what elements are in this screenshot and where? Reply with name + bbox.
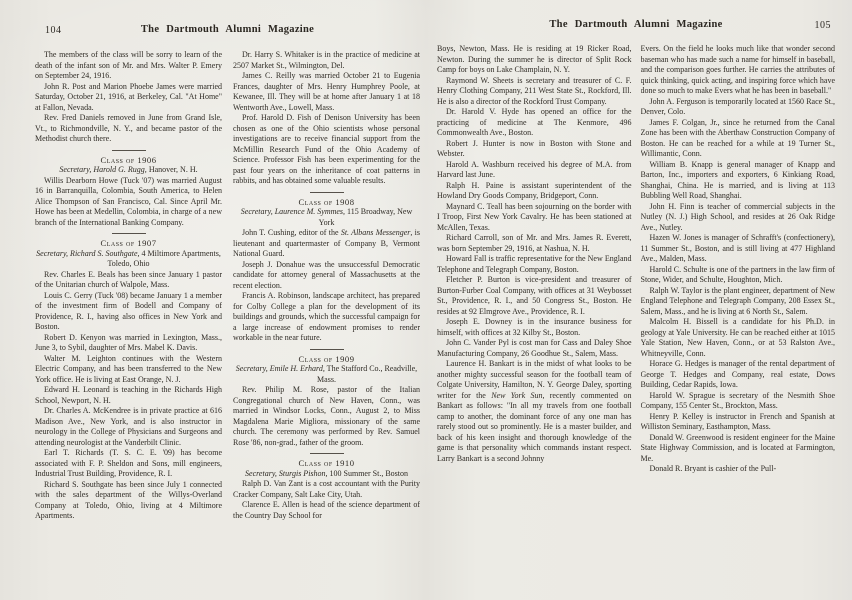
section-rule [310, 349, 344, 350]
page-header-right [437, 19, 835, 35]
body-text: Robert J. Hunter is now in Boston with Stone and Webster. [437, 138, 632, 158]
body-text: Donald R. Bryant is cashier of the Pull- [649, 464, 777, 473]
entry-paragraph [641, 464, 836, 475]
class-heading: Class of 1906 [100, 154, 157, 165]
secretary-line [35, 249, 222, 270]
entry-paragraph [437, 202, 632, 234]
body-text: Evers. On the field he looks much like that wonder second baseman who has made such a name for himself in baseball, and the comparison goes further. He carries the attributes of quick thinking, quick acting, and inspiring force which have done so much to make Evers what he has been in baseball." [640, 44, 835, 95]
body-text: Richard S. Southgate has been since July 1 connected with the sales department of the Willys-Overland Company at Toledo, Ohio, living at 4 Miltimore Apartments. [35, 479, 222, 520]
body-text: Fletcher P. Burton is vice-president and treasurer of Burton-Furber Coal Company, with offices at 31 Weybosset St., Providence, R. I., and 50 Congress St., Boston. He resides at 92 Elmgrove Ave., Providence, R. I. [437, 275, 632, 316]
entry-paragraph [437, 139, 632, 160]
entry-paragraph [35, 448, 222, 480]
body-text: Malcolm H. Bissell is a candidate for his Ph.D. in geology at Yale University. He can be reached either at 1015 Yale Station, New Haven, Conn., or at 53 Ralston Ave., Whitneyville, Conn. [640, 317, 835, 358]
entry-paragraph [233, 291, 420, 344]
entry-paragraph [35, 354, 222, 386]
text-column-1 [35, 50, 222, 595]
body-text: Hanover, N. H. [146, 165, 198, 174]
body-text: Willis Dearborn Howe (Tuck '07) was married August 16 in Barranquilla, Colombia, South America, to Helen Alice Thompson of San Francisco, Cal. Since April Mr. Howe has been at Medellin, Colombia, in charge of a new branch of the International Banking Company. [35, 175, 222, 227]
body-text: Harold A. Washburn received his degree of M.A. from Harvard last June. [437, 159, 632, 179]
secretary-line [35, 165, 222, 176]
body-text: Howard Fall is traffic representative for the New England Telephone and Telegraph Company, Boston. [437, 254, 632, 274]
entry-paragraph [641, 202, 836, 234]
body-text: Horace G. Hedges is manager of the rental department of George T. Hedges and Company, real estate, Dows Building, Cedar Rapids, Iowa. [640, 359, 835, 389]
entry-paragraph [437, 275, 632, 317]
section-rule [310, 453, 344, 454]
entry-paragraph [233, 71, 420, 113]
body-text: Ralph H. Paine is assistant superintendent of the Howland Dry Goods Company, Bridgeport, Conn. [437, 180, 632, 200]
body-text: Laurence H. Bankart is in the midst of what looks to be another mighty successful season for the football team of Colgate University, Hamilton, N. Y. George Daley, sporting writer for the [437, 359, 632, 400]
entry-paragraph [35, 82, 222, 114]
page-header-left [35, 24, 420, 40]
text-column-2 [233, 50, 420, 595]
body-text: Walter M. Leighton continues with the Western Electric Company, and has been transferred to the New York office. He is living at East Orange, N. J. [35, 353, 222, 384]
body-text: 115 Broadway, New York [318, 207, 413, 227]
entry-paragraph [35, 385, 222, 406]
body-text: The members of the class will be sorry to learn of the death of the infant son of Mr. and Mrs. Walter P. Emery on September 24, 1916. [35, 50, 222, 80]
text-column-3 [437, 44, 632, 594]
section-rule [112, 233, 146, 234]
entry-paragraph [437, 317, 632, 338]
running-title: The Dartmouth Alumni Magazine [140, 24, 315, 35]
italic-text: Secretary, Emile H. Erhard, [235, 364, 325, 373]
italic-text: Secretary, Richard S. Southgate, [36, 248, 140, 258]
body-text: Prof. Harold D. Fish of Denison University has been chosen as one of the Ohio scientists whose personal investigations are to receive financial support from the McMillin Research Fund of the Ohio Academy of Science. Professor Fish has been experimenting for the past four years on the inheritance of coat patterns in rabbits, and has obtained some valuable results. [233, 113, 420, 185]
entry-paragraph [437, 44, 632, 76]
body-text: Robert D. Kenyon was married in Lexington, Mass., June 3, to Sybil, daughter of Mrs. Mabel K. Davis. [35, 332, 222, 352]
body-text: , is lieutenant and quartermaster of Company B, Vermont National Guard. [233, 228, 420, 258]
body-text: Ralph D. Van Zant is a cost accountant with the Purity Cracker Company, Salt Lake City, Utah. [233, 479, 420, 499]
entry-paragraph [641, 412, 836, 433]
body-text: Boys, Newton, Mass. He is residing at 19 Ricker Road, Newton. During the summer he is director of Split Rock Camp for boys on Lake Champlain, N. Y. [437, 44, 632, 74]
entry-paragraph [35, 333, 222, 354]
text-columns [437, 44, 835, 594]
body-text: Dr. Harold V. Hyde has opened an office for the practicing of medicine at The Kenmore, 496 Commonwealth Ave., Boston. [437, 107, 632, 137]
entry-paragraph [641, 317, 836, 359]
secretary-line [233, 364, 420, 385]
body-text: Rev. Fred Daniels removed in June from Grand Isle, Vt., to Richmondville, N. Y., and became pastor of the Methodist church there. [35, 113, 222, 143]
body-text: Rev. Philip M. Rose, pastor of the Italian Congregational church of New Haven, Conn., was married in Windsor Locks, Conn., August 2, to Miss Magdalena Marie Migliora, missionary of the same church. The ceremony was performed by Rev. Samuel Rose '86, non-grad., father of the groom. [233, 385, 420, 447]
body-text: Rev. Charles E. Beals has been since January 1 pastor of the Unitarian church of Walpole, Mass. [35, 269, 222, 289]
body-text: John T. Cushing, editor of the [242, 228, 341, 237]
section-rule [112, 150, 146, 151]
entry-paragraph [641, 265, 836, 286]
page-number: 104 [45, 25, 62, 36]
entry-paragraph [35, 291, 222, 333]
entry-paragraph [437, 160, 632, 181]
body-text: John C. Vander Pyl is cost man for Cass and Daley Shoe Manufacturing Company, 26 Goodhue St., Salem, Mass. [437, 338, 632, 358]
entry-paragraph [437, 233, 632, 254]
body-text: Joseph J. Donahue was the unsuccessful Democratic candidate for attorney general of Massachusetts at the recent election. [233, 259, 420, 290]
entry-paragraph [233, 228, 420, 260]
entry-paragraph [641, 44, 836, 97]
body-text: William B. Knapp is general manager of Knapp and Barton, Inc., importers and exporters, 6 Kinkiang Road, Shanghai, China. He is married, and is living at 113 Bubbling Well Road, Shanghai. [640, 159, 835, 200]
body-text: 100 Summer St., Boston [327, 468, 408, 478]
entry-paragraph [35, 406, 222, 448]
body-text: Joseph E. Downey is in the insurance business for himself, with offices at 32 Kilby St., Boston. [437, 317, 632, 337]
body-text: James C. Reilly was married October 21 to Eugenia Frances, daughter of Mrs. Henry Humphrey Poole, at Kewanee, Ill. They will be at home after January 1 at 18 Wentworth Ave., Lowell, Mass. [233, 71, 420, 112]
entry-paragraph [437, 254, 632, 275]
class-heading: Class of 1907 [100, 238, 157, 248]
entry-paragraph [35, 176, 222, 229]
body-text: Dr. Charles A. McKendree is in private practice at 616 Madison Ave., New York, and is also instructor in neurology in the College of Physicians and Surgeons and attending neurologist at the Vanderbilt Clinic. [35, 406, 222, 447]
body-text: Hazen W. Jones is manager of Schrafft's (confectionery), 11 Summer St., Boston, and is still living at 477 Highland Ave., Malden, Mass. [640, 233, 835, 263]
body-text: 4 Miltimore Apartments, Toledo, Ohio [107, 248, 221, 268]
body-text: Dr. Harry S. Whitaker is in the practice of medicine at 2507 Market St., Wilmington, Del. [233, 50, 420, 70]
entry-paragraph [437, 107, 632, 139]
entry-paragraph [233, 113, 420, 187]
entry-paragraph [233, 500, 420, 521]
body-text: Harold W. Sprague is secretary of the Nesmith Shoe Company, 155 Center St., Brockton, Mass. [640, 390, 835, 410]
body-text: John R. Post and Marion Phoebe James were married Saturday, October 21, 1916, at Berkeley, Cal. "At Home" at Fallon, Nevada. [35, 81, 222, 112]
class-heading: Class of 1910 [298, 458, 355, 468]
body-text: The Stafford Co., Readville, Mass. [317, 364, 418, 384]
entry-paragraph [233, 260, 420, 292]
text-columns [35, 50, 420, 595]
entry-paragraph [35, 113, 222, 145]
entry-paragraph [641, 286, 836, 318]
body-text: Henry P. Kelley is instructor in French and Spanish at Williston Seminary, Easthampton, Mass. [640, 411, 835, 431]
body-text: Clarence E. Allen is head of the science department of the Country Day School for [233, 500, 420, 520]
class-heading: Class of 1908 [298, 196, 355, 207]
entry-paragraph [641, 359, 836, 391]
page-105 [426, 0, 852, 600]
body-text: Edward H. Leonard is teaching in the Richards High School, Newport, N. H. [35, 385, 222, 405]
body-text: Earl T. Richards (T. S. C. E. '09) has become associated with F. P. Sheldon and Sons, mill engineers, Industrial Trust Building, Providence, R. I. [35, 448, 222, 478]
running-title: The Dartmouth Alumni Magazine [549, 19, 723, 30]
text-column-4 [641, 44, 836, 594]
entry-paragraph [641, 391, 836, 412]
secretary-line [233, 469, 420, 480]
entry-paragraph [437, 359, 632, 464]
page-number: 105 [814, 20, 831, 31]
secretary-line [233, 207, 420, 228]
body-text: Raymond W. Sheets is secretary and treasurer of C. F. Henry Clothing Company, 211 West State St., Rockford, Ill. He is also a director of the Rockford Trust Company. [437, 75, 632, 106]
entry-paragraph [641, 160, 836, 202]
body-text: Ralph W. Taylor is the plant engineer, department of New England Telephone and Telegraph Company, 208 Essex St., Salem, Mass., and he is living at 6 North St., Salem. [640, 285, 835, 316]
entry-paragraph [233, 50, 420, 71]
body-text: Maynard C. Teall has been sojourning on the border with I Troop, First New York Cavalry. He has been stationed at McAllen, Texas. [437, 201, 632, 232]
italic-text: St. Albans Messenger [340, 228, 411, 237]
body-text: James F. Colgan, Jr., since he returned from the Canal Zone has been with the Aberthaw Construction Company of Boston. He can be reached for a while at 19 Turner St., Willimantic, Conn. [640, 117, 835, 158]
body-text: , recently commented on Bankart as follows: "In all my travels from one football camp to another, the dominant force of any one man has rarely stood out so prominently. He is a master builder, and back of his keen insight and thorough knowledge of the game is that personality which commands instant respect. Larry Bankart is a second Johnny [437, 390, 632, 463]
entry-paragraph [437, 76, 632, 108]
entry-paragraph [641, 97, 836, 118]
section-rule [310, 192, 344, 193]
body-text: John H. Finn is teacher of commercial subjects in the Nutley (N. J.) High School, and resides at 26 Oak Ridge Ave., Nutley. [640, 201, 835, 232]
body-text: Harold C. Schulte is one of the partners in the law firm of Stone, Wider, and Schulte, Houghton, Mich. [640, 264, 835, 284]
entry-paragraph [641, 118, 836, 160]
entry-paragraph [437, 338, 632, 359]
italic-text: New York Sun [491, 390, 543, 400]
entry-paragraph [233, 385, 420, 448]
body-text: Louis C. Gerry (Tuck '08) became January 1 a member of the investment firm of Bodell and Company of Providence, R. I., having also offices in New York and Boston. [35, 290, 222, 331]
entry-paragraph [641, 433, 836, 465]
italic-text: Secretary, Laurence M. Symmes, [240, 207, 346, 216]
body-text: John A. Ferguson is temporarily located at 1560 Race St., Denver, Colo. [640, 96, 835, 116]
class-heading: Class of 1909 [298, 353, 355, 364]
body-text: Donald W. Greenwood is resident engineer for the Maine State Highway Commission, and is located at Farmington, Me. [640, 432, 835, 463]
italic-text: Secretary, Sturgis Pishon, [245, 468, 328, 478]
italic-text: Secretary, Harold G. Rugg, [59, 165, 147, 174]
entry-paragraph [641, 233, 836, 265]
body-text: Richard Carroll, son of Mr. and Mrs. James R. Everett, was born September 29, 1916, at Nashua, N. H. [437, 233, 632, 253]
entry-paragraph [35, 50, 222, 82]
entry-paragraph [233, 479, 420, 500]
entry-paragraph [35, 480, 222, 522]
entry-paragraph [437, 181, 632, 202]
entry-paragraph [35, 270, 222, 291]
body-text: Francis A. Robinson, landscape architect, has prepared for Colby College a plan for the development of its buildings and grounds, which the successful campaign for a large increase of endowment promises to render workable in the near future. [233, 291, 420, 342]
